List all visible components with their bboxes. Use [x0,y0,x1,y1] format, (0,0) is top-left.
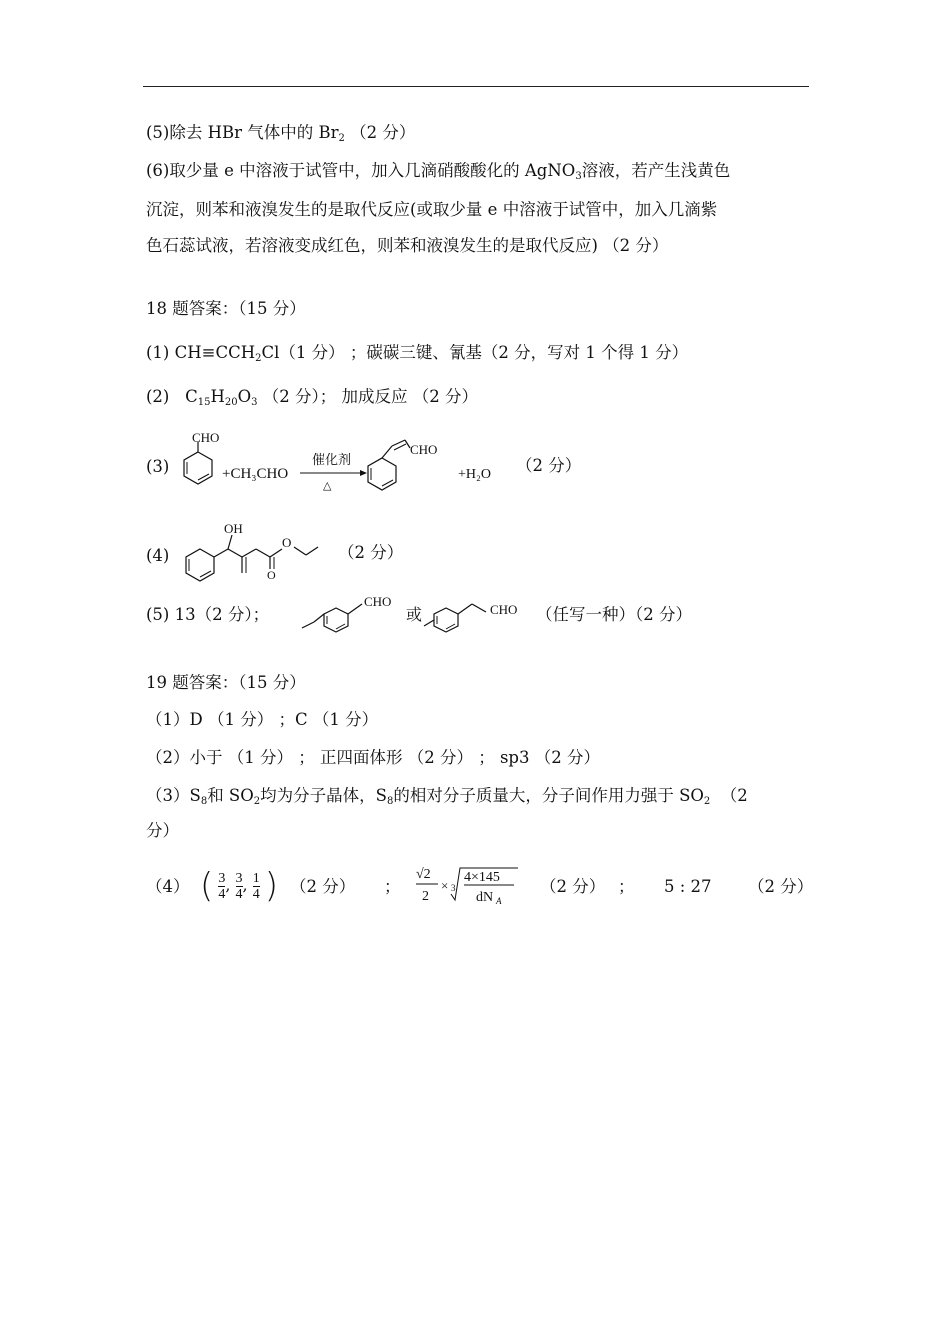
cho-label: CHO [410,442,438,457]
q18-part1 [146,342,688,364]
subscript: 2 [255,353,262,364]
avogadro-subscript: A [496,896,502,906]
score: （2 分） [350,123,416,142]
carbonyl-o-label: O [267,568,276,582]
isomer-structures [300,590,540,640]
text: 和 SO [207,786,254,805]
cho-label: CHO [192,430,220,445]
q18-part4-label: (4) [146,546,170,565]
cho-label: CHO [364,594,392,609]
formula-c: C [185,387,198,406]
subscript: 8 [386,796,394,807]
q17-part5-text: (5)除去 HBr 气体中的 Br [146,123,339,142]
q19-part4-score3: （2 分） [748,877,814,896]
part-text: 13（2 分）； [174,605,270,624]
q18-part4-score: （2 分） [338,543,404,562]
formula-h: H [210,387,225,406]
q19-part4-score1: （2 分） [290,877,356,896]
sqrt2-label: √2 [416,867,431,882]
q18-part5-rest: （任写一种）（2 分） [536,605,692,624]
part-text: （1 分） ；碳碳三键、氰基（2 分，写对 1 个得 1 分） [279,343,689,362]
text: 的相对分子质量大，分子间作用力强于 SO [393,786,704,805]
denominator: 4 [252,886,260,902]
fraction [218,871,225,902]
denominator: 4 [235,886,243,902]
denominator: dN [476,890,494,905]
catalyst-label: 催化剂 [312,452,352,467]
ester-o-label: O [282,535,292,550]
part-text: （2 分）； 加成反应 （2 分） [262,387,478,406]
acetaldehyde-term: +CH₃CHO [222,466,289,482]
q17-part6-text-b: 溶液，若产生浅黄色 [581,161,731,180]
header-rule [143,86,809,87]
q19-part3-line2: 分） [146,821,179,840]
cho-label: CHO [490,602,518,617]
formula-tail: Cl [261,343,280,362]
product-structure [180,515,340,585]
q18-part2 [146,386,478,408]
q19-heading: 19 题答案：（15 分） [146,673,306,692]
q19-part4-label: （4） [146,877,190,896]
formula-o: O [237,387,252,406]
q17-part6-text-a: (6)取少量 e 中溶液于试管中，加入几滴硝酸酸化的 AgNO [146,161,576,180]
q18-heading: 18 题答案：（15 分） [146,299,306,318]
close-paren: ) [264,866,279,906]
numerator: 1 [252,870,260,886]
subscript: 2 [338,133,345,144]
q19-part3-line1 [146,785,748,807]
q19-part4-score2: （2 分） [540,877,606,896]
heat-label: △ [323,480,332,492]
q17-part6-line3: 色石蕊试液，若溶液变成红色，则苯和液溴发生的是取代反应) （2 分） [146,236,669,255]
oh-label: OH [224,521,243,536]
coordinate-tuple: ( $\frac{3}{4}$ , $\frac{3}{4}$ , $\frac{1}{4}$ ) [200,866,279,906]
q19-part2: （2）小于 （1 分） ； 正四面体形 （2 分） ； sp3 （2 分） [146,748,600,767]
density-formula [410,862,530,912]
separator: ； [618,877,635,896]
text: 均为分子晶体，S [260,786,387,805]
fraction [236,871,243,902]
q18-part5 [146,604,269,626]
q17-part5 [146,122,415,144]
subscript: 15 [197,397,211,408]
times-label: × [441,878,449,893]
part-label: (5) [146,605,170,624]
cube-index: 3 [451,883,456,893]
formula: CH≡CCH [174,343,256,362]
numerator: 4×145 [464,870,500,885]
numerator: 3 [218,870,226,886]
subscript: 2 [703,796,711,807]
subscript: 20 [224,397,238,408]
two-label: 2 [422,889,429,904]
open-paren: ( [200,866,214,906]
part-label: (1) [146,343,170,362]
separator: ； [384,877,401,896]
text: （3）S [146,786,201,805]
water-term: +H₂O [458,467,491,482]
ratio: 5 : 27 [664,877,712,896]
cinnamaldehyde-structure [368,440,437,490]
fraction [253,871,260,902]
q17-part6-line2: 沉淀，则苯和液溴发生的是取代反应(或取少量 e 中溶液于试管中，加入几滴紫 [146,200,718,219]
numerator: 3 [235,870,243,886]
denominator: 4 [218,886,226,902]
q19-part1: （1）D （1 分） ；C （1 分） [146,710,379,729]
subscript: 3 [251,397,258,408]
benzaldehyde-structure [184,430,219,484]
or-label: 或 [406,607,423,624]
subscript: 2 [253,796,261,807]
q18-part3-label: (3) [146,457,170,476]
part-label: (2) [146,387,170,406]
subscript: 8 [200,796,208,807]
subscript: 3 [575,171,582,182]
score: （2 [720,786,748,805]
q17-part6-line1 [146,160,730,182]
q18-part3-score: （2 分） [516,456,582,475]
